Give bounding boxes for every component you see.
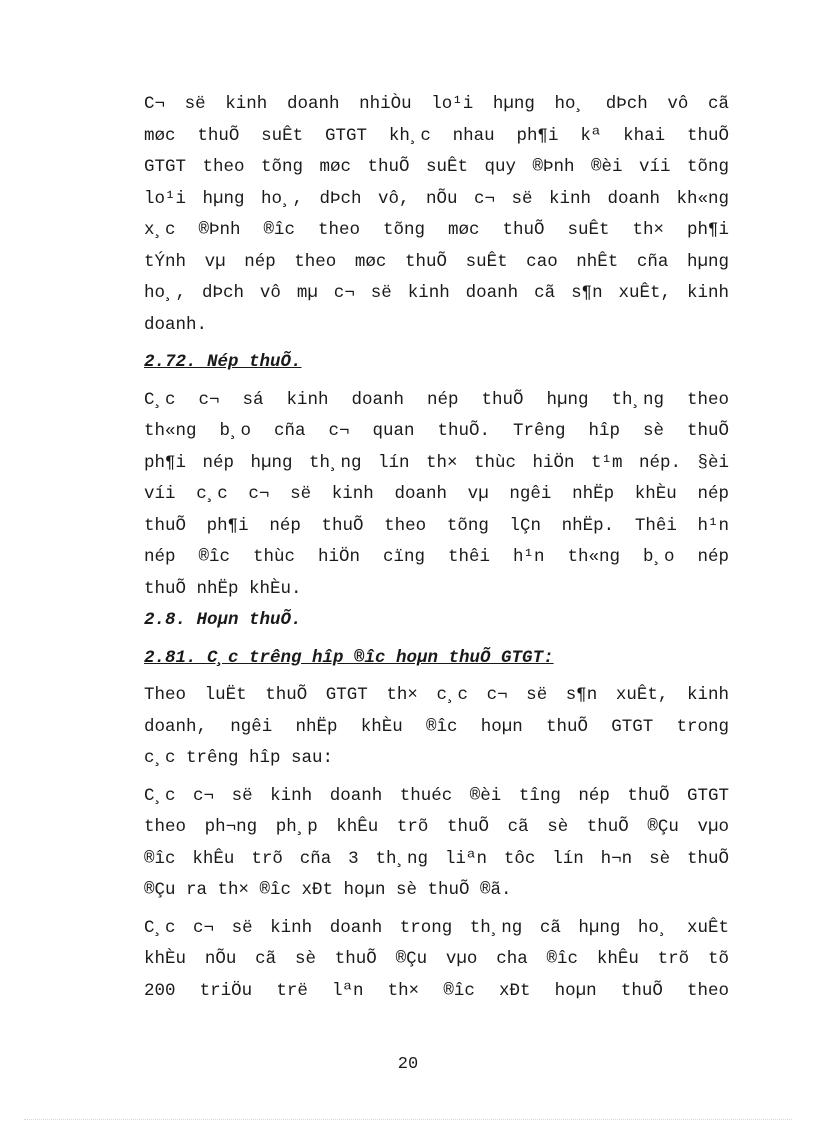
text-line: tÝnh vµ nép theo møc thuÕ suÊt cao nhÊt cña hµng: [144, 251, 729, 272]
text-line: x¸c ®Þnh ®îc theo tõng møc thuÕ suÊt th× ph¶i: [144, 220, 729, 240]
text-line: ®îc khÊu trõ cña 3 th¸ng liªn tôc lín h¬n sè thuÕ: [144, 848, 729, 869]
text-line: doanh, ngêi nhËp khÈu ®îc hoµn thuÕ GTGT trong: [144, 716, 729, 737]
paragraph-tax-rate-declaration: [144, 89, 729, 341]
text-line: 200 triÖu trë lªn th× ®îc xÐt hoµn thuÕ theo: [144, 980, 729, 1001]
text-line: C¸c c¬ sá kinh doanh nép thuÕ hµng th¸ng theo: [144, 389, 729, 410]
text-line: C¬ së kinh doanh nhiÒu lo¹i hµng ho¸ dÞch vô cã: [144, 94, 729, 114]
paragraph-refund-case-2: [144, 913, 729, 1008]
text-line: thuÕ ph¶i nép thuÕ theo tõng lÇn nhËp. Thêi h¹n: [144, 515, 729, 536]
paragraph-refund-intro: [144, 680, 729, 775]
heading-text: 2.8. Hoµn thuÕ.: [144, 610, 302, 630]
section-heading-2-81: [144, 643, 729, 675]
text-line: c¸c trêng hîp sau:: [144, 748, 334, 768]
text-line: møc thuÕ suÊt GTGT kh¸c nhau ph¶i kª khai thuÕ: [144, 125, 729, 146]
text-line: GTGT theo tõng møc thuÕ suÊt quy ®Þnh ®èi víi tõng: [144, 157, 729, 177]
heading-text: 2.81. C¸c trêng hîp ®îc hoµn thuÕ GTGT:: [144, 647, 554, 668]
text-line: khÈu nÕu cã sè thuÕ ®Çu vµo cha ®îc khÊu trõ tõ: [144, 949, 729, 969]
text-line: ho¸, dÞch vô mµ c¬ së kinh doanh cã s¶n xuÊt, kinh: [144, 283, 729, 303]
text-line: lo¹i hµng ho¸, dÞch vô, nÕu c¬ së kinh doanh kh«ng: [144, 188, 729, 209]
text-line: ph¶i nép hµng th¸ng lín th× thùc hiÖn t¹m nép. §èi: [144, 452, 729, 473]
text-line: víi c¸c c¬ së kinh doanh vµ ngêi nhËp khÈu nép: [144, 484, 729, 504]
paragraph-tax-payment: [144, 385, 729, 606]
section-heading-2-72: [144, 347, 729, 379]
text-line: Theo luËt thuÕ GTGT th× c¸c c¬ së s¶n xuÊt, kinh: [144, 685, 729, 705]
page-content: [144, 89, 729, 1007]
paragraph-refund-case-1: [144, 781, 729, 907]
text-line: ®Çu ra th× ®îc xÐt hoµn sè thuÕ ®ã.: [144, 880, 512, 900]
text-line: C¸c c¬ së kinh doanh thuéc ®èi tîng nép thuÕ GTGT: [144, 785, 729, 806]
text-line: theo ph¬ng ph¸p khÊu trõ thuÕ cã sè thuÕ ®Çu vµo: [144, 817, 729, 837]
text-line: nép ®îc thùc hiÖn cïng thêi h¹n th«ng b¸o nép: [144, 547, 729, 567]
text-line: C¸c c¬ së kinh doanh trong th¸ng cã hµng ho¸ xuÊt: [144, 917, 729, 938]
text-line: doanh.: [144, 314, 208, 335]
text-line: th«ng b¸o cña c¬ quan thuÕ. Trêng hîp sè thuÕ: [144, 421, 729, 441]
page-bottom-divider: [24, 1119, 792, 1120]
text-line: thuÕ nhËp khÈu.: [144, 578, 302, 599]
page-number: 20: [397, 1055, 419, 1074]
section-heading-2-8: [144, 605, 729, 637]
heading-text: 2.72. Nép thuÕ.: [144, 352, 302, 372]
